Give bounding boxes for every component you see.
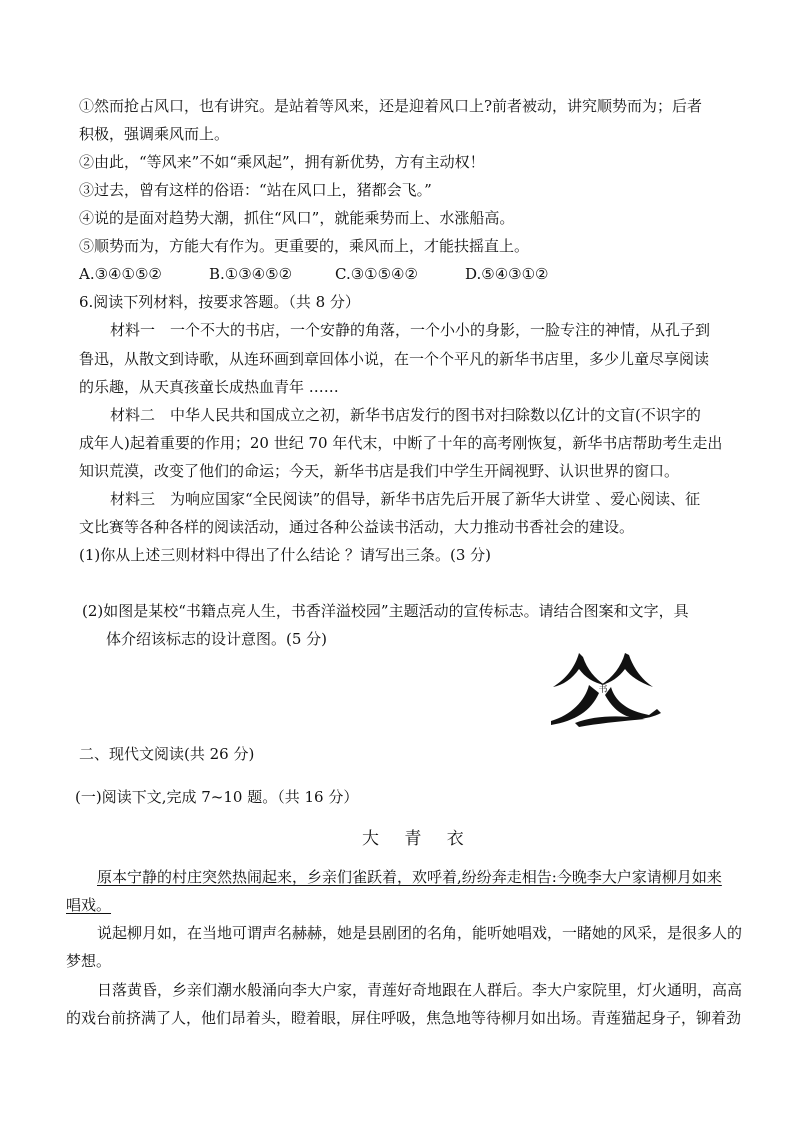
sentence-1-line-1: ①然而抢占风口，也有讲究。是站着等风来，还是迎着风口上?前者被动，讲究顺势而为；后者 bbox=[79, 97, 703, 115]
material-2-line-2: 成年人)起着重要的作用；20 世纪 70 年代末，中断了十年的高考刚恢复，新华书店帮助考生走出 bbox=[79, 434, 723, 452]
material-2-line-1: 材料二 中华人民共和国成立之初，新华书店发行的图书对扫除数以亿计的文盲(不识字的 bbox=[110, 406, 701, 424]
question-6-2-line-2: 体介绍该标志的设计意图。(5 分) bbox=[106, 630, 328, 648]
option-a[interactable]: A.③④①⑤② bbox=[79, 265, 162, 283]
material-1-line-2: 鲁迅，从散文到诗歌，从连环画到章回体小说，在一个个平凡的新华书店里，多少儿童尽享阅读 bbox=[79, 350, 710, 368]
paragraph-3-line-2: 的戏台前挤满了人，他们昂着头，瞪着眼，屏住呼吸，焦急地等待柳月如出场。青莲猫起身子，铆着劲 bbox=[66, 1009, 742, 1027]
sentence-4: ④说的是面对趋势大潮，抓住“风口”，就能乘势而上、水涨船高。 bbox=[79, 209, 515, 227]
article-title: 大 青 衣 bbox=[362, 829, 474, 849]
sentence-3: ③过去，曾有这样的俗语：“站在风口上，猪都会飞。” bbox=[79, 181, 432, 199]
option-d[interactable]: D.⑤④③①② bbox=[465, 265, 549, 283]
paragraph-2-line-2: 梦想。 bbox=[66, 952, 112, 970]
question-6-heading: 6.阅读下列材料，按要求答题。（共 8 分） bbox=[79, 293, 360, 311]
material-3-line-1: 材料三 为响应国家“全民阅读”的倡导，新华书店先后开展了新华大讲堂 、爱心阅读、征 bbox=[110, 490, 701, 508]
option-c[interactable]: C.③①⑤④② bbox=[335, 265, 418, 283]
sentence-2: ②由此，“等风来”不如“乘风起”，拥有新优势，方有主动权！ bbox=[79, 153, 485, 171]
answer-options bbox=[79, 264, 549, 284]
section-2-heading: 二、现代文阅读(共 26 分) bbox=[79, 745, 255, 763]
paragraph-2-line-1: 说起柳月如，在当地可谓声名赫赫，她是县剧团的名角，能听她唱戏，一睹她的风采，是很多人的 bbox=[97, 924, 743, 942]
question-6-1: (1)你从上述三则材料中得出了什么结论 ？请写出三条。(3 分) bbox=[79, 546, 492, 564]
question-6-2-line-1: (2)如图是某校“书籍点亮人生，书香洋溢校园”主题活动的宣传标志。请结合图案和文字，具 bbox=[82, 602, 689, 620]
material-2-line-3: 知识荒漠，改变了他们的命运；今天，新华书店是我们中学生开阔视野、认识世界的窗口。 bbox=[79, 462, 680, 480]
subsection-1-heading: (一)阅读下文,完成 7~10 题。（共 16 分） bbox=[75, 788, 359, 806]
book-logo-icon bbox=[545, 645, 663, 731]
material-3-line-2: 文比赛等各种各样的阅读活动，通过各种公益读书活动，大力推动书香社会的建设。 bbox=[79, 518, 635, 536]
paragraph-1-line-2: 唱戏。 bbox=[66, 896, 112, 914]
material-1-line-3: 的乐趣，从天真孩童长成热血青年 …… bbox=[79, 378, 339, 396]
paragraph-1-line-1: 原本宁静的村庄突然热闹起来，乡亲们雀跃着，欢呼着,纷纷奔走相告:今晚李大户家请柳月如来 bbox=[97, 868, 722, 886]
sentence-1-line-2: 积极，强调乘风而上。 bbox=[79, 125, 230, 143]
logo-small-char: 书 bbox=[598, 685, 608, 695]
option-b[interactable]: B.①③④⑤② bbox=[209, 265, 293, 283]
paragraph-3-line-1: 日落黄昏，乡亲们潮水般涌向李大户家，青莲好奇地跟在人群后。李大户家院里，灯火通明，高高 bbox=[97, 981, 743, 999]
sentence-5: ⑤顺势而为，方能大有作为。更重要的，乘风而上，才能扶摇直上。 bbox=[79, 237, 530, 255]
material-1-line-1: 材料一 一个不大的书店，一个安静的角落，一个小小的身影，一脸专注的神情，从孔子到 bbox=[110, 321, 711, 339]
